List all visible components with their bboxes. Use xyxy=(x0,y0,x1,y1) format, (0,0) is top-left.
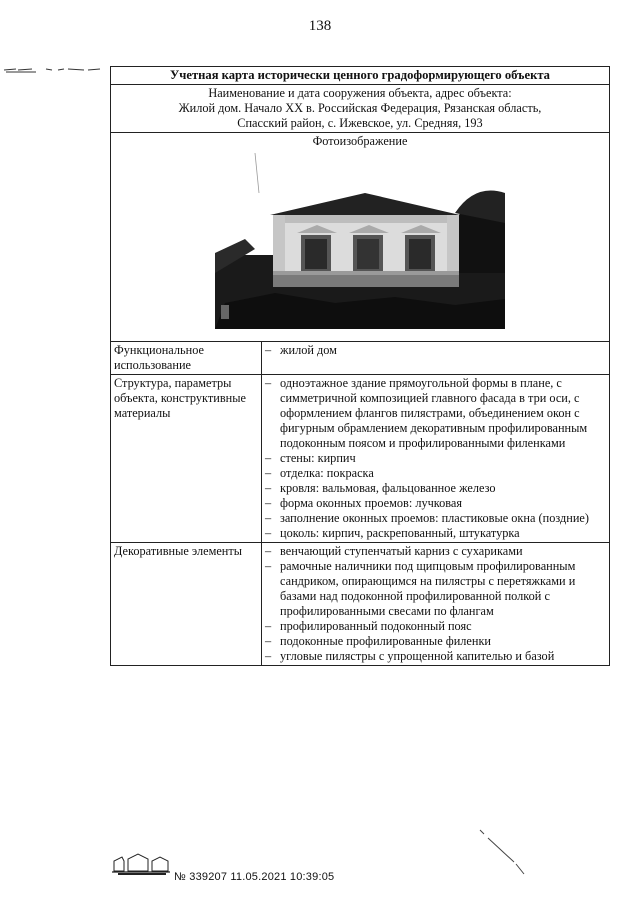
record-card-table xyxy=(110,66,610,666)
list-item: – венчающий ступенчатый карниз с сухариками xyxy=(265,544,523,559)
list-item: – жилой дом xyxy=(265,343,337,358)
row-content xyxy=(262,375,610,543)
page-number: 138 xyxy=(308,18,332,34)
list-item: – заполнение оконных проемов: пластиковые окна (поздние) xyxy=(265,511,589,526)
list-item: – угловые пилястры с упрощенной капителью и базой xyxy=(265,649,555,664)
name-line: Спасский район, с. Ижевское, ул. Средняя, 193 xyxy=(237,116,483,131)
list-item: – кровля: вальмовая, фальцованное железо xyxy=(265,481,496,496)
list-item: – профилированный подоконный пояс xyxy=(265,619,472,634)
row-structure xyxy=(111,375,610,543)
name-line: Жилой дом. Начало XX в. Российская Федерация, Рязанская область, xyxy=(178,101,542,116)
pen-mark xyxy=(478,828,528,878)
row-content xyxy=(262,543,610,666)
registration-number: № 339207 11.05.2021 10:39:05 xyxy=(174,871,335,883)
card-title: Учетная карта исторически ценного градоформирующего объекта xyxy=(111,67,610,85)
row-label: Структура, параметры объекта, конструктивные материалы xyxy=(111,375,262,543)
row-label: Декоративные элементы xyxy=(111,543,262,666)
building-stamp-icon xyxy=(110,851,172,875)
name-line: Наименование и дата сооружения объекта, адрес объекта: xyxy=(208,86,512,101)
house-photo xyxy=(215,153,505,329)
list-item: – отделка: покраска xyxy=(265,466,374,481)
photo-cell xyxy=(111,133,610,342)
row-decorative xyxy=(111,543,610,666)
list-item: – цоколь: кирпич, раскрепованный, штукатурка xyxy=(265,526,520,541)
list-item: – стены: кирпич xyxy=(265,451,356,466)
list-item: – подоконные профилированные филенки xyxy=(265,634,492,649)
object-name-cell xyxy=(111,85,610,133)
row-functional-use xyxy=(111,342,610,375)
photo-label: Фотоизображение xyxy=(312,134,408,149)
list-item: – одноэтажное здание прямоугольной формы в плане, с симметричной композицией главного фасада в три оси, с оформлением флангов пилястрами, объединением окон с фигурным обрамлением декоративным профилированным подоконным поясом и профилированными филенками xyxy=(265,376,588,451)
list-item: – рамочные наличники под щипцовым профилированным сандриком, опирающимся на пилястры с перетяжками и базами над подоконной профилированной полкой с профилированными свесами по флангам xyxy=(265,559,576,619)
row-label: Функциональное использование xyxy=(111,342,262,375)
margin-scribble xyxy=(2,64,102,74)
list-item: – форма оконных проемов: лучковая xyxy=(265,496,463,511)
row-content xyxy=(262,342,610,375)
